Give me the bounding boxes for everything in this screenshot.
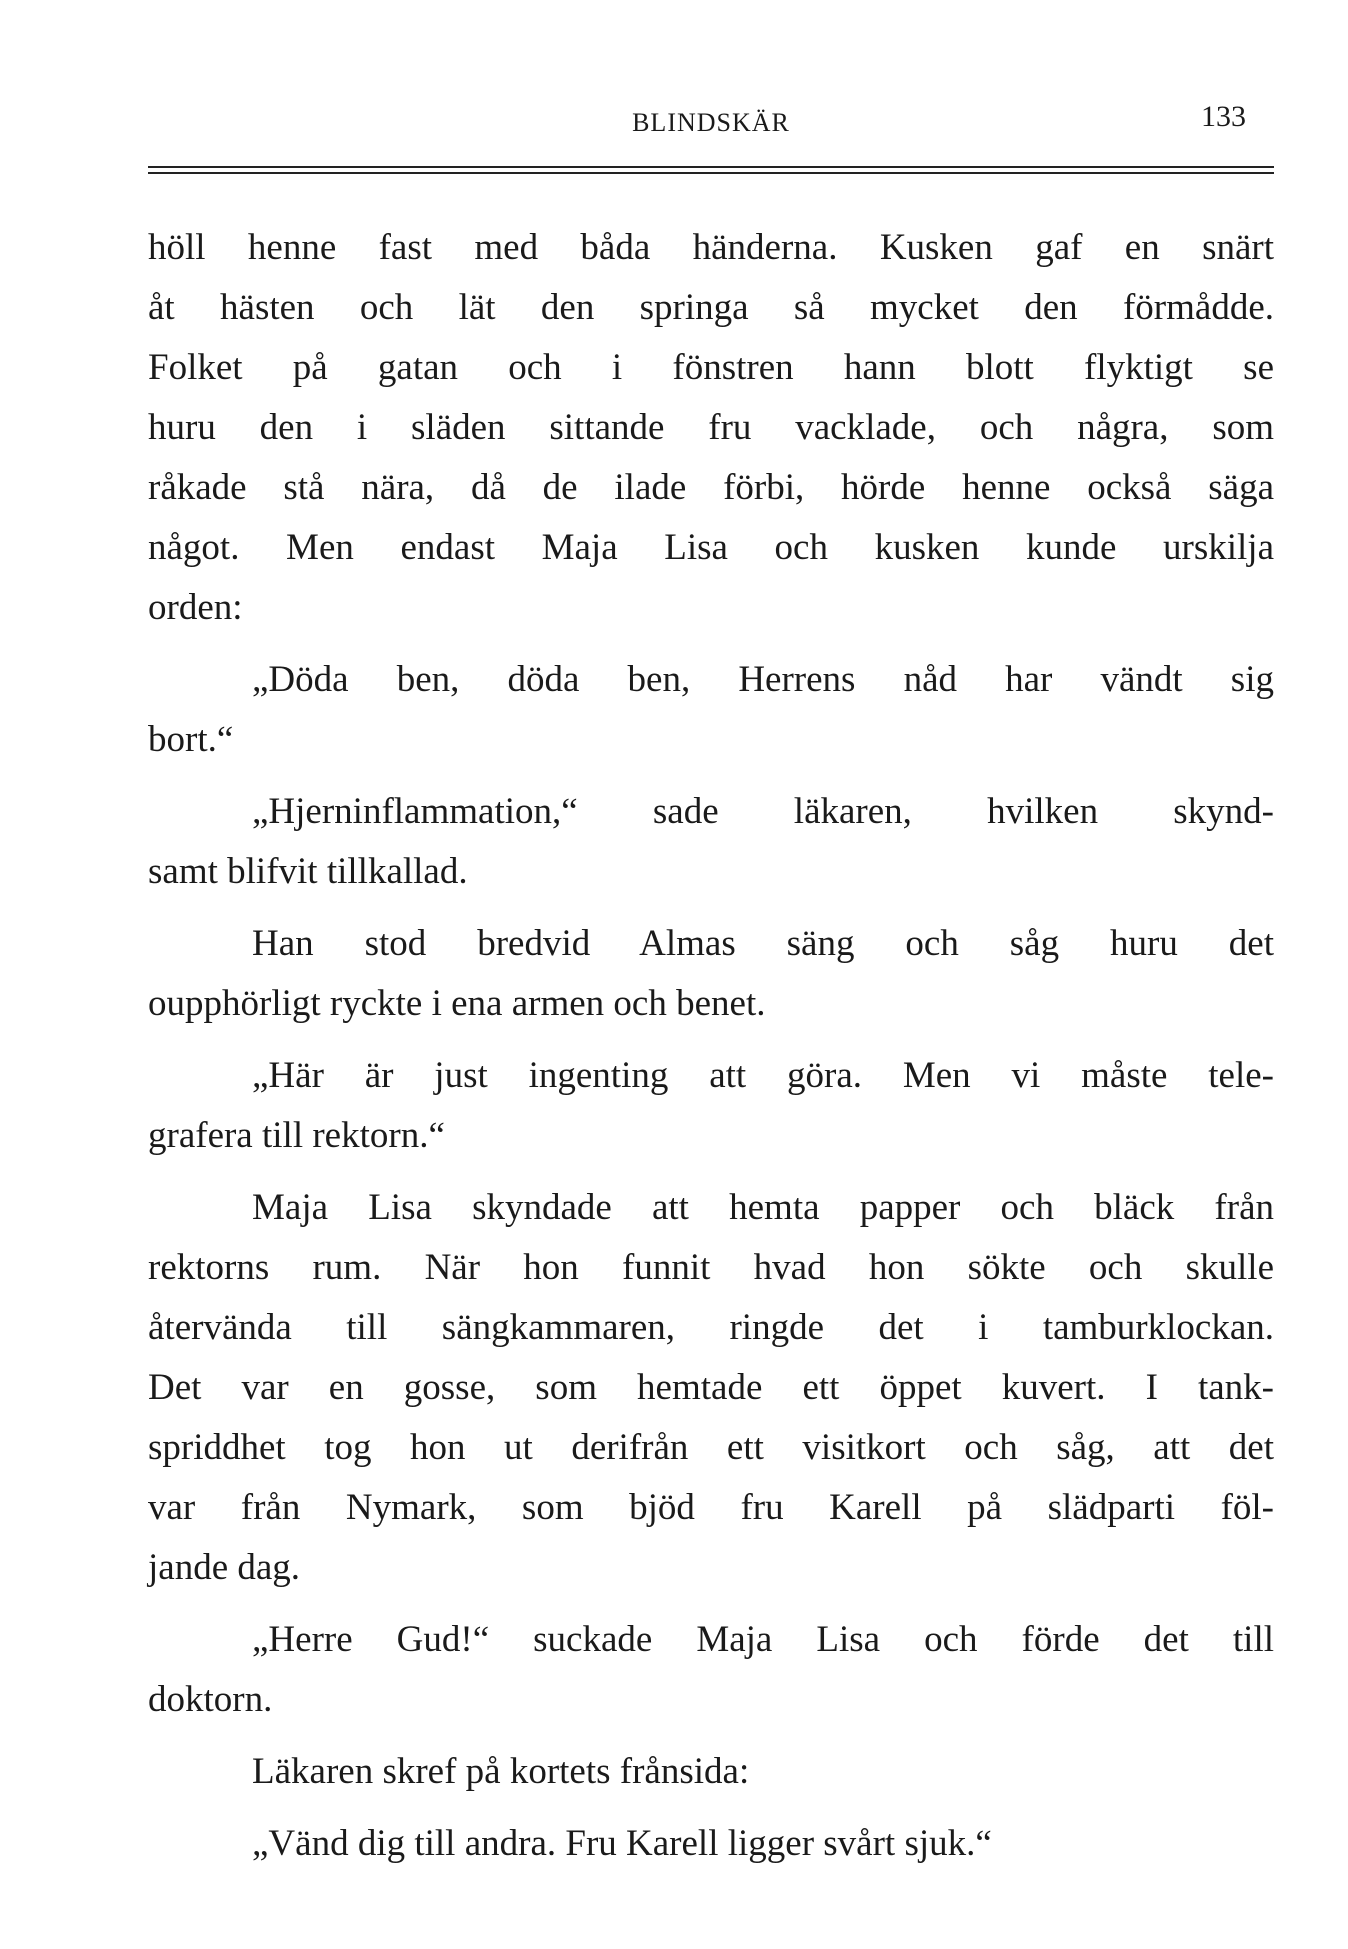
running-head [148,100,1274,150]
text-line: grafera till rektorn.“ [148,1115,445,1156]
text-line: samt blifvit tillkallad. [148,851,468,892]
header-rule-top [148,166,1274,168]
text-line: „Herre Gud!“ suckade Maja Lisa och förde det till [252,1619,1274,1660]
text-line: „Döda ben, döda ben, Herrens nåd har vändt sig [252,659,1274,700]
text-line: „Här är just ingenting att göra. Men vi måste tele- [252,1055,1274,1096]
text-line: Det var en gosse, som hemtade ett öppet kuvert. I tank- [148,1367,1274,1408]
text-line: Maja Lisa skyndade att hemta papper och bläck från [252,1187,1274,1228]
text-line: var från Nymark, som bjöd fru Karell på slädparti föl- [148,1487,1274,1528]
page-number: 133 [1201,100,1246,133]
body-text [148,218,1274,1874]
text-line: jande dag. [148,1547,301,1588]
text-line: Han stod bredvid Almas säng och såg huru det [252,923,1274,964]
text-line: bort.“ [148,719,234,760]
text-line: återvända till sängkammaren, ringde det i tamburklockan. [148,1307,1274,1348]
text-line: orden: [148,587,243,628]
text-line: åt hästen och lät den springa så mycket den förmådde. [148,287,1274,328]
text-line: rektorns rum. När hon funnit hvad hon sökte och skulle [148,1247,1274,1288]
text-line: höll henne fast med båda händerna. Kusken gaf en snärt [148,227,1274,268]
text-line: doktorn. [148,1679,273,1720]
running-title: BLINDSKÄR [632,108,790,137]
text-line: spriddhet tog hon ut derifrån ett visitkort och såg, att det [148,1427,1274,1468]
text-line: huru den i släden sittande fru vacklade, och några, som [148,407,1274,448]
text-line: Folket på gatan och i fönstren hann blott flyktigt se [148,347,1274,388]
text-line: „Hjerninflammation,“ sade läkaren, hvilken skynd- [252,791,1274,832]
text-line: Läkaren skref på kortets frånsida: [252,1751,750,1792]
text-line: råkade stå nära, då de ilade förbi, hörde henne också säga [148,467,1274,508]
text-line: något. Men endast Maja Lisa och kusken kunde urskilja [148,527,1274,568]
header-rule-bottom [148,172,1274,174]
text-line: „Vänd dig till andra. Fru Karell ligger svårt sjuk.“ [252,1823,992,1864]
text-line: oupphörligt ryckte i ena armen och benet. [148,983,766,1024]
